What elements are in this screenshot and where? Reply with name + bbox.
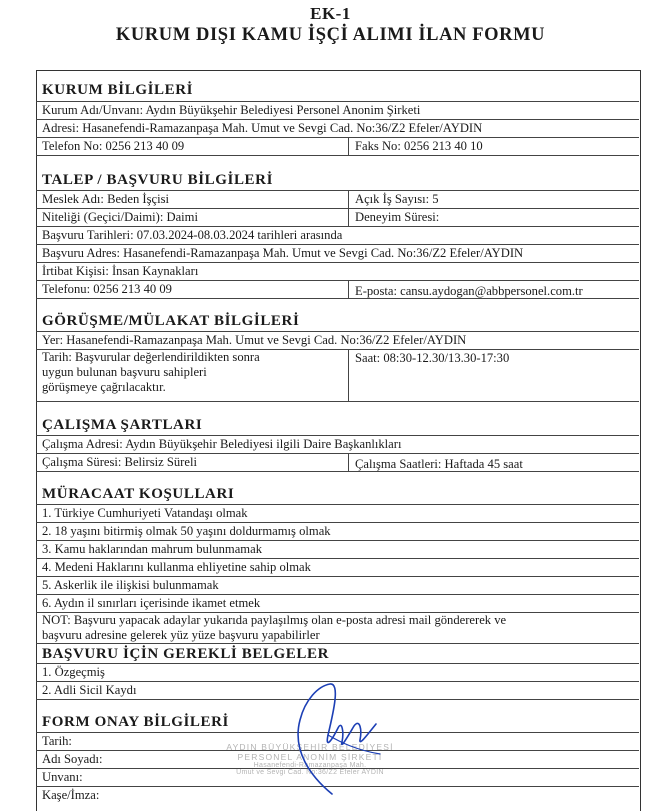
- muracaat-item: [36, 559, 639, 577]
- talep-open-jobs: Açık İş Sayısı: 5: [355, 192, 439, 206]
- divider: [36, 173, 639, 191]
- gorusme-date-line1: Tarih: Başvurular değerlendirildikten sonra: [42, 350, 260, 364]
- section-talep-heading: TALEP / BAŞVURU BİLGİLERİ: [42, 172, 274, 188]
- section-muracaat-heading: MÜRACAAT KOŞULLARI: [42, 486, 235, 502]
- gorusme-place: Yer: Hasanefendi-Ramazanpaşa Mah. Umut ve Sevgi Cad. No:36/Z2 Efeler/AYDIN: [42, 333, 467, 347]
- talep-profession: Meslek Adı: Beden İşçisi: [42, 192, 169, 206]
- signature-icon: [270, 680, 390, 795]
- belge-item-1: 1. Özgeçmiş: [42, 665, 105, 679]
- muracaat-item: [36, 577, 639, 595]
- muracaat-item-3: 3. Kamu haklarından mahrum bulunmamak: [42, 542, 262, 556]
- muracaat-note-line2: başvuru adresine gelerek yüz yüze başvuru yapabilirler: [42, 628, 320, 642]
- talep-nature-row: [36, 209, 639, 227]
- stamp-line1: AYDIN BÜYÜKŞEHİR BELEDİYESİ: [226, 742, 394, 752]
- section-kurum-heading: KURUM BİLGİLERİ: [42, 82, 194, 98]
- talep-apply-address: Başvuru Adres: Hasanefendi-Ramazanpaşa Mah. Umut ve Sevgi Cad. No:36/Z2 Efeler/AYDIN: [42, 246, 524, 260]
- talep-contact: İrtibat Kişisi: İnsan Kaynakları: [42, 264, 199, 278]
- muracaat-item: [36, 595, 639, 613]
- onay-date: Tarih:: [42, 734, 72, 748]
- gorusme-date-line3: görüşmeye çağrılacaktır.: [42, 380, 166, 394]
- kurum-address: Adresi: Hasanefendi-Ramazanpaşa Mah. Umut ve Sevgi Cad. No:36/Z2 Efeler/AYDIN: [42, 121, 483, 135]
- talep-dates: Başvuru Tarihleri: 07.03.2024-08.03.2024 tarihleri arasında: [42, 228, 343, 242]
- onay-stamp-sign: Kaşe/İmza:: [42, 788, 100, 802]
- talep-email: E-posta: cansu.aydogan@abbpersonel.com.tr: [355, 284, 583, 298]
- onay-name: Adı Soyadı:: [42, 752, 103, 766]
- muracaat-note-row: [36, 613, 639, 644]
- muracaat-note-line1: NOT: Başvuru yapacak adaylar yukarıda paylaşılmış olan e-posta adresi mail göndererek ve: [42, 613, 507, 627]
- divider: [36, 644, 639, 664]
- calisma-address-row: [36, 436, 639, 454]
- kurum-address-row: [36, 120, 639, 138]
- gorusme-time: Saat: 08:30-12.30/13.30-17:30: [355, 351, 510, 365]
- calisma-duration-row: [36, 454, 639, 472]
- muracaat-item-2: 2. 18 yaşını bitirmiş olmak 50 yaşını doldurmamış olmak: [42, 524, 331, 538]
- divider: [36, 314, 639, 332]
- divider: [36, 418, 639, 436]
- annex-label: EK-1: [310, 4, 351, 23]
- talep-address-row: [36, 245, 639, 263]
- stamp-line2: PERSONEL ANONİM ŞİRKETİ: [237, 752, 383, 762]
- muracaat-item: [36, 541, 639, 559]
- belge-item-2: 2. Adli Sicil Kaydı: [42, 683, 137, 697]
- onay-title: Unvanı:: [42, 770, 83, 784]
- muracaat-item-5: 5. Askerlik ile ilişkisi bulunmamak: [42, 578, 219, 592]
- muracaat-item: [36, 523, 639, 541]
- kurum-name-row: [36, 102, 639, 120]
- calisma-hours: Çalışma Saatleri: Haftada 45 saat: [355, 457, 523, 471]
- muracaat-item-1: 1. Türkiye Cumhuriyeti Vatandaşı olmak: [42, 506, 248, 520]
- kurum-phone-row: [36, 138, 639, 156]
- form-title: KURUM DIŞI KAMU İŞÇİ ALIMI İLAN FORMU: [115, 25, 546, 45]
- divider: [36, 487, 639, 505]
- signature-stroke: [298, 684, 376, 794]
- gorusme-date-line2: uygun bulunan başvuru sahipleri: [42, 365, 207, 379]
- signature-stroke: [328, 735, 380, 754]
- talep-dates-row: [36, 227, 639, 245]
- kurum-phone: Telefon No: 0256 213 40 09: [42, 139, 185, 153]
- talep-contact-row: [36, 263, 639, 281]
- talep-profession-row: [36, 191, 639, 209]
- stamp-line3: Hasanefendi-Ramazanpaşa Mah.: [253, 762, 367, 769]
- calisma-address: Çalışma Adresi: Aydın Büyükşehir Belediyesi ilgili Daire Başkanlıkları: [42, 437, 402, 451]
- section-calisma-heading: ÇALIŞMA ŞARTLARI: [42, 417, 203, 433]
- talep-nature: Niteliği (Geçici/Daimi): Daimi: [42, 210, 198, 224]
- gorusme-date: [42, 350, 260, 395]
- talep-experience: Deneyim Süresi:: [355, 210, 440, 224]
- muracaat-item: [36, 505, 639, 523]
- calisma-duration: Çalışma Süresi: Belirsiz Süreli: [42, 455, 197, 469]
- talep-phone-row: [36, 281, 639, 299]
- section-onay-heading: FORM ONAY BİLGİLERİ: [42, 714, 229, 730]
- gorusme-date-row: [36, 350, 639, 402]
- muracaat-note: [42, 613, 506, 643]
- muracaat-item-4: 4. Medeni Haklarını kullanma ehliyetine sahip olmak: [42, 560, 311, 574]
- kurum-fax: Faks No: 0256 213 40 10: [355, 139, 483, 153]
- talep-contact-phone: Telefonu: 0256 213 40 09: [42, 282, 172, 296]
- section-belgeler-heading: BAŞVURU İÇİN GEREKLİ BELGELER: [42, 646, 330, 662]
- muracaat-item-6: 6. Aydın il sınırları içerisinde ikamet etmek: [42, 596, 261, 610]
- stamp-line4: Umut ve Sevgi Cad. No:36/Z2 Efeler AYDIN: [236, 769, 384, 776]
- gorusme-place-row: [36, 332, 639, 350]
- kurum-name: Kurum Adı/Unvanı: Aydın Büyükşehir Belediyesi Personel Anonim Şirketi: [42, 103, 421, 117]
- section-gorusme-heading: GÖRÜŞME/MÜLAKAT BİLGİLERİ: [42, 313, 300, 329]
